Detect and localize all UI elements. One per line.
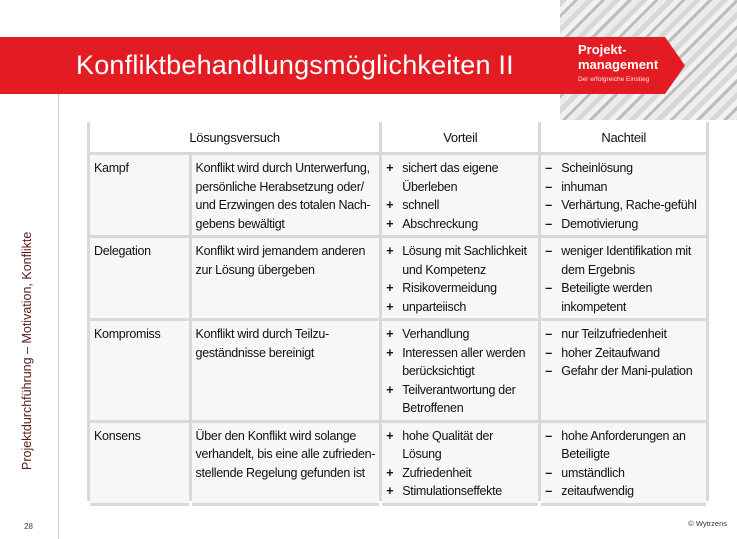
pro-text: Zufriedenheit — [402, 465, 472, 480]
header-vorteil: Vorteil — [382, 122, 538, 155]
pro-item — [386, 464, 534, 483]
plus-icon: + — [386, 299, 394, 314]
minus-icon: – — [545, 327, 552, 341]
minus-icon: – — [545, 281, 552, 295]
minus-icon: – — [545, 465, 552, 480]
plus-icon: + — [386, 216, 394, 231]
plus-icon: + — [386, 281, 394, 295]
con-text: hoher Zeitaufwand — [561, 345, 660, 360]
con-item — [545, 196, 702, 215]
row-cons — [541, 423, 706, 506]
con-item — [545, 159, 702, 178]
con-text: Gefahr der Mani-pulation — [561, 364, 693, 378]
row-description: Konflikt wird durch Teilzu-geständnisse bereinigt — [192, 321, 380, 423]
pro-text: Lösung mit Sachlichkeit und Kompetenz — [402, 244, 527, 277]
pro-item — [386, 344, 534, 381]
plus-icon: + — [386, 484, 394, 498]
plus-icon: + — [386, 382, 394, 397]
row-pros — [382, 321, 538, 423]
minus-icon: – — [545, 179, 552, 194]
pro-text: Risikovermeidung — [402, 281, 497, 295]
plus-icon: + — [386, 345, 394, 360]
row-description: Über den Konflikt wird solange verhandelt, bis eine alle zufrieden-stellende Regelung gefunden ist — [192, 423, 380, 506]
plus-icon: + — [386, 244, 394, 258]
table-row — [90, 238, 706, 321]
pro-text: Teilverantwortung der Betroffenen — [402, 382, 516, 415]
row-pros — [382, 423, 538, 506]
con-item — [545, 464, 702, 483]
con-item — [545, 482, 702, 501]
plus-icon: + — [386, 428, 394, 443]
row-category: Kampf — [90, 155, 189, 238]
row-cons — [541, 321, 706, 423]
con-item — [545, 427, 702, 464]
pro-text: Stimulationseffekte — [402, 484, 502, 498]
row-category: Delegation — [90, 238, 189, 321]
pro-item — [386, 298, 534, 317]
pro-text: unparteiisch — [402, 299, 467, 314]
con-item — [545, 279, 702, 316]
con-text: Scheinlösung — [561, 161, 633, 175]
pro-text: hohe Qualität der Lösung — [402, 428, 494, 461]
table-row — [90, 155, 706, 238]
row-pros — [382, 155, 538, 238]
minus-icon: – — [545, 484, 552, 498]
pro-item — [386, 427, 534, 464]
minus-icon: – — [545, 428, 552, 443]
row-category: Konsens — [90, 423, 189, 506]
pro-item — [386, 159, 534, 196]
plus-icon: + — [386, 327, 394, 341]
logo-tagline: Der erfolgreiche Einstieg — [578, 76, 650, 83]
con-text: Verhärtung, Rache-gefühl — [561, 198, 697, 212]
table-row — [90, 321, 706, 423]
pro-text: schnell — [402, 198, 440, 212]
con-item — [545, 344, 702, 363]
pro-item — [386, 196, 534, 215]
conflict-table — [87, 122, 709, 501]
pro-item — [386, 325, 534, 344]
con-text: inhuman — [561, 179, 608, 194]
page-number: 28 — [24, 522, 33, 531]
con-item — [545, 215, 702, 234]
row-cons — [541, 155, 706, 238]
pro-item — [386, 381, 534, 418]
header-loesungsversuch: Lösungsversuch — [90, 122, 379, 155]
header-nachteil: Nachteil — [541, 122, 706, 155]
minus-icon: – — [545, 161, 552, 175]
minus-icon: – — [545, 364, 552, 378]
con-text: zeitaufwendig — [561, 484, 634, 498]
plus-icon: + — [386, 161, 394, 175]
con-item — [545, 242, 702, 279]
con-item — [545, 178, 702, 197]
con-text: hohe Anforderungen an Beteiligte — [561, 428, 686, 461]
row-description: Konflikt wird durch Unterwerfung, persönliche Herabsetzung oder/ und Erzwingen des totalen Nach-gebens bewältigt — [192, 155, 380, 238]
pro-text: sichert das eigene Überleben — [402, 161, 499, 194]
section-label: Projektdurchführung – Motivation, Konflikte — [20, 231, 34, 470]
pro-item — [386, 279, 534, 298]
minus-icon: – — [545, 216, 552, 231]
con-text: Demotivierung — [561, 216, 638, 231]
minus-icon: – — [545, 345, 552, 360]
plus-icon: + — [386, 465, 394, 480]
con-text: weniger Identifikation mit dem Ergebnis — [561, 244, 692, 277]
con-text: Beteiligte werden inkompetent — [561, 281, 653, 314]
pro-item — [386, 242, 534, 279]
pro-text: Abschreckung — [402, 216, 478, 231]
pro-item — [386, 215, 534, 234]
row-category: Kompromiss — [90, 321, 189, 423]
pro-item — [386, 482, 534, 501]
page-title: Konfliktbehandlungsmöglichkeiten II — [76, 50, 514, 80]
minus-icon: – — [545, 198, 552, 212]
copyright: © Wytrzens — [688, 519, 727, 528]
con-text: nur Teilzufriedenheit — [561, 327, 667, 341]
con-item — [545, 325, 702, 344]
row-description: Konflikt wird jemandem anderen zur Lösung übergeben — [192, 238, 380, 321]
logo-line-1: Projekt- — [578, 42, 627, 57]
logo — [578, 42, 658, 85]
table-row — [90, 423, 706, 506]
row-pros — [382, 238, 538, 321]
con-item — [545, 362, 702, 381]
logo-line-2: management — [578, 57, 659, 72]
pro-text: Verhandlung — [402, 327, 470, 341]
plus-icon: + — [386, 198, 394, 212]
pro-text: Interessen aller werden berücksichtigt — [402, 345, 526, 378]
con-text: umständlich — [561, 465, 625, 480]
minus-icon: – — [545, 244, 552, 258]
row-cons — [541, 238, 706, 321]
